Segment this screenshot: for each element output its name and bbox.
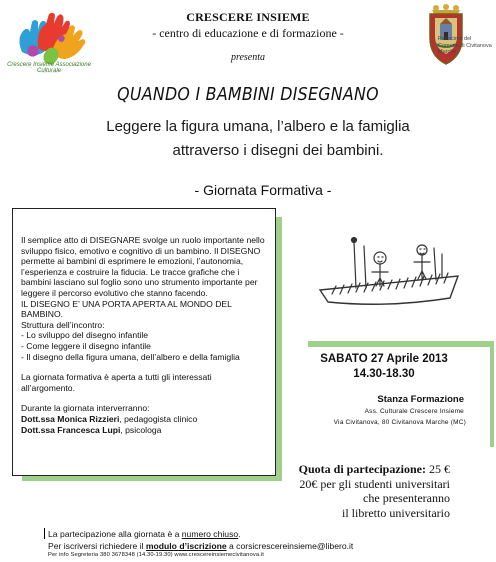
footer-contact-info: Per info Segreteria 380 3678348 (14.30-19.30) www.crescereinsiemecivitanova.it (48, 552, 264, 558)
organization-subtitle: - centro di educazione e di formazione - (152, 26, 344, 40)
event-subtitle-line1: Leggere la figura umana, l’albero e la famiglia (106, 118, 410, 135)
speaker-line (21, 414, 267, 425)
speaker-role: , pedagogista clinico (119, 413, 198, 424)
limited-seats-link: numero chiuso (181, 529, 239, 539)
structure-item: - Come leggere il disegno infantile (21, 340, 151, 351)
text-cursor (44, 528, 45, 539)
child-drawing-boat-icon (318, 228, 460, 310)
motto: IL DISEGNO E’ UNA PORTA APERTA AL MONDO DEL BAMBINO. (21, 298, 232, 320)
registration-email[interactable]: a corsicrescereinsieme@libero.it (226, 541, 354, 551)
speaker-role: , psicologa (120, 424, 162, 435)
venue-name: Stanza Formazione (377, 394, 464, 405)
footer-participation (48, 529, 241, 539)
student-fee-line1: 20€ per gli studenti universitari (299, 476, 450, 491)
organization-name: CRESCERE INSIEME (186, 10, 310, 24)
fee-block (299, 462, 450, 520)
student-fee-line3: il libretto universitario (342, 505, 450, 520)
speaker-line (21, 425, 267, 436)
event-subtitle-line2: attraverso i disegni dei bambini. (172, 142, 384, 159)
presents-label: presenta (230, 52, 266, 63)
info-box (12, 208, 276, 476)
venue-address: Via Civitanova, 80 Civitanova Marche (MC) (333, 419, 466, 426)
venue-association: Ass. Culturale Crescere Insieme (364, 408, 464, 415)
speaker-name: Dott.ssa Monica Rizzieri (21, 413, 120, 424)
footer-text: Per iscriversi richiedere il (48, 541, 146, 551)
event-type: - Giornata Formativa - (194, 182, 332, 198)
registration-form-link[interactable]: modulo d’iscrizione (145, 541, 227, 551)
open-note: La giornata formativa è aperta a tutti gli interessati all’argomento. (21, 372, 212, 393)
footer-registration (48, 541, 353, 551)
intro-paragraph: Il semplice atto di DISEGNARE svolge un ruolo importante nello sviluppo fisico, emotivo e cognitivo di un bambino. Il DISEGNO permette ai bambini di esprimere le emozioni, l’autonomia, l’esperienza e costruire la fiducia. Le tracce grafiche che i bambini lasciano sul foglio sono uno strumento importante per leggere il percorso evolutivo che stanno facendo. (21, 235, 265, 298)
footer-text: La partecipazione alla giornata è a (48, 529, 182, 539)
student-fee-line2: che presenteranno (363, 491, 450, 505)
footer-text: . (238, 529, 241, 539)
civitanova-crest-icon (426, 4, 466, 66)
event-time: 14.30-18.30 (353, 368, 415, 380)
event-date: SABATO 27 Aprile 2013 (320, 353, 448, 365)
fee-price: 25 € (426, 462, 450, 476)
structure-item: - Il disegno della figura umana, dell’albero e della famiglia (21, 351, 240, 362)
structure-item: - Lo sviluppo del disegno infantile (21, 330, 149, 341)
logo-caption: Crescere Insieme Associazione Culturale (7, 62, 91, 74)
event-title: QUANDO I BAMBINI DISEGNANO (117, 84, 379, 105)
speaker-name: Dott.ssa Francesca Lupi (21, 424, 121, 435)
patronage-caption: Patrocinio del Comune di Civitanova Marche (438, 36, 492, 55)
speakers-heading: Durante la giornata interverranno: (21, 403, 150, 414)
structure-heading: Struttura dell’incontro: (21, 319, 105, 330)
fee-label: Quota di partecipazione: (298, 462, 426, 476)
